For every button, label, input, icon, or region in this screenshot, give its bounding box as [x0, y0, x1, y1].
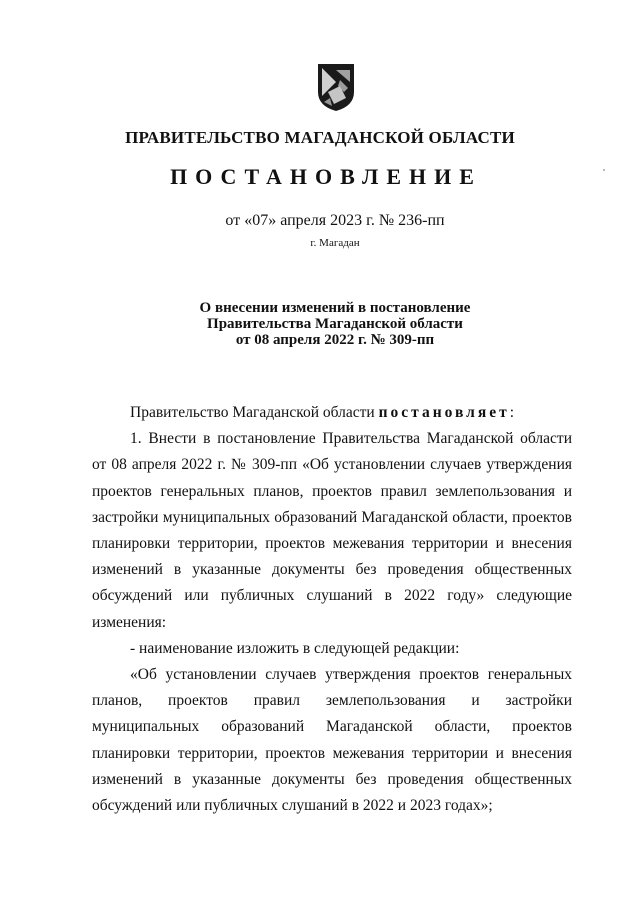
preamble-paragraph: [92, 400, 572, 426]
document-subject: [0, 300, 640, 348]
bullet-paragraph: - наименование изложить в следующей редакции:: [130, 639, 460, 657]
quote-paragraph: «Об установлении случаев утверждения проектов генеральных планов, проектов правил землепользования и застройки муниципальных образований Магаданской области, проектов планировки территории, проектов межевания территории и внесения изменений в указанные документы без проведения общественных обсуждений или публичных слушаний в 2022 и 2023 годах»;: [92, 666, 572, 815]
scan-speck: [603, 169, 605, 171]
organization-name: ПРАВИТЕЛЬСТВО МАГАДАНСКОЙ ОБЛАСТИ: [125, 128, 515, 147]
preamble-colon: :: [509, 404, 515, 421]
subject-line: от 08 апреля 2022 г. № 309-пп: [235, 332, 435, 348]
subject-line: О внесении изменений в постановление: [199, 300, 471, 316]
coat-of-arms-icon: [316, 62, 356, 112]
document-type: ПОСТАНОВЛЕНИЕ: [170, 164, 482, 189]
preamble-verb: постановляет: [378, 404, 510, 421]
document-city: г. Магадан: [310, 237, 360, 249]
document-date-number: от «07» апреля 2023 г. № 236-пп: [225, 212, 445, 229]
document-body: [92, 400, 572, 819]
preamble-lead: Правительство Магаданской области: [130, 404, 375, 421]
subject-line: Правительства Магаданской области: [207, 316, 463, 332]
item-paragraph: 1. Внести в постановление Правительства Магаданской области от 08 апреля 2022 г. № 309-пп «Об установлении случаев утверждения проектов генеральных планов, проектов правил землепользования и застройки муниципальных образований Магаданской области, проектов планировки территории, проектов межевания территории и внесения изменений в указанные документы без проведения общественных обсуждений или публичных слушаний в 2022 году» следующие изменения:: [92, 430, 572, 631]
